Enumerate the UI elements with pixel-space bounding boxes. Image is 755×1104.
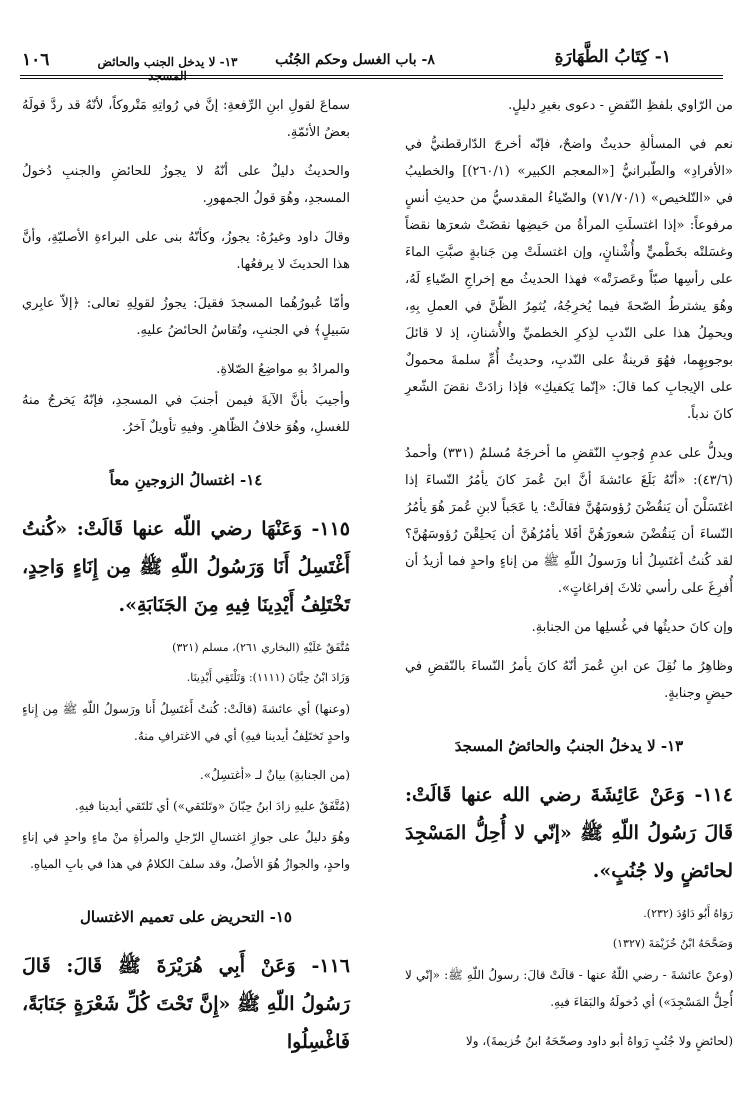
paragraph: وقالَ داود وغيرُهُ: يجوزُ، وكأنّهُ بنى على البراءةِ الأصليّةِ، وأنَّ هذا الحديثَ لا يرفعُها.	[22, 230, 350, 272]
page-header	[0, 0, 755, 85]
paragraph: وأجيبَ بأنَّ الآيةَ فيمن أجنبَ في المسجدِ، فإنّهُ يَخرجُ منهُ للغسلِ، وهُوَ خلافُ الظّاهرِ. وفيهِ تأويلٌ آخرُ.	[22, 393, 350, 435]
commentary: وهُوَ دليلٌ على جوازِ اغتسالِ الرّجلِ والمرأةِ منْ ماءٍ واحدٍ في إناءٍ واحدٍ، والجوازُ هُوَ الأصلُ، وقد سلفَ الكلامُ في هذا في بابِ المياهِ.	[22, 830, 350, 871]
section-heading-13: ١٣- لا يدخلُ الجنبُ والحائضُ المسجدَ	[454, 737, 684, 755]
paragraph: نعم في المسألةِ حديثٌ واضحٌ، فإنّه أخرجَ الدّارقطنيُّ في «الأفرادِ» والطّبرانيُّ [«المعجم الكبير» (٢٦٠/١)] والخطيبُ في «التّلخيص» (٧١/٧٠/١) والضّياءُ المقدسيُّ من حديثِ أنسٍ مرفوعاً: «إذا اغتسلَتِ المرأةُ من حَيضِها نقضَتْ شعرَها نقضاً وغسَلتْه بخَطْميٍّ وأُشْنانٍ، وإن اغتسلَتْ مِن جَنابةٍ صبَّتِ الماءَ على رأسِها صبّاً وعَصرَتْه» فهذا الحديثُ مع إخراجِ الضّياءِ لَهُ، وهُوَ يشترطُ الصّحةَ فيما يُخرِجُهُ، يُثمِرُ الظّنَّ في العملِ بِهِ، ويحمِلُ هذا على النّدبِ لذِكرِ الخطميِّ والأُشنانِ، إذ لا قائلَ بوجوبِهِما، فهُوَ قرينةٌ على النّدبِ، وحديثُ أُمِّ سلمةَ محمولٌ على الإيجابِ كما قالَ: «إنّما يَكفيكِ» فإذا زادَتْ نقضَ الشّعرِ كانَ ندباً.	[405, 137, 733, 422]
commentary: (وعنها) أي عائشةَ (قالَتْ: كُنتُ أَغتَسِلُ أَنا ورَسولُ اللّهِ ﷺ مِن إِناءٍ واحدٍ تَختَلِفُ أيدينا فيهِ) أي في الاغترافِ منهُ.	[22, 702, 351, 743]
hadith-116: ١١٦- وَعَنْ أَبِي هُرَيْرَةَ ﷺ قَالَ: قَالَ رَسُولُ اللّهِ ﷺ «إِنَّ تَحْتَ كُلِّ شَعْرَةٍ جَنَابَةً، فَاغْسِلُوا	[22, 955, 350, 1053]
book-title: ١- كِتَابُ الطَّهَارَةِ	[554, 47, 671, 67]
section-heading-15: ١٥- التحريض على تعميم الاغتسال	[80, 908, 292, 926]
hadith-source: مُتَّفَقٌ عَلَيْهِ (البخاري ٢٦١)، مسلم (٣٢١)	[172, 641, 350, 654]
paragraph: والمرادُ بهِ مواضِعُ الصّلاةِ.	[216, 362, 350, 377]
paragraph: وأمّا عُبورُهُما المسجدَ فقيلَ: يجوزُ لقولِهِ تعالى: ﴿إلاّ عابِري سَبيلٍ﴾ في الجنبِ، وتُقاسُ الحائضُ عليهِ.	[22, 296, 350, 338]
hadith-source: رَوَاهُ أَبُو دَاوُدَ (٢٣٢).	[643, 907, 733, 920]
paragraph: من الرّاوي بلفظِ النّقضِ - دعوى بغيرِ دليلٍ.	[508, 98, 733, 113]
right-column	[405, 92, 733, 1067]
commentary: (وعنْ عائشةَ - رضي اللّهُ عنها - قالَتْ قالَ: رسولُ اللّهِ ﷺ: «إنّي لا أُحِلُّ المَسْجِدَ») أي دُخولَهُ والبَقاءَ فيهِ.	[405, 968, 733, 1009]
chapter-title: ٨- باب الغسل وحكم الجُنُب	[275, 52, 435, 68]
hadith-114: ١١٤- وَعَنْ عَائِشَةَ رضي الله عنها قَالَتْ: قَالَ رَسُولُ اللّهِ ﷺ «إنّي لا أُحِلُّ المَسْجِدَ لحائضٍ ولا جُنُبٍ».	[405, 784, 733, 882]
section-heading-14: ١٤- اغتسالُ الزوجينِ معاً	[109, 471, 263, 489]
paragraph: والحديثُ دليلٌ على أنّهُ لا يجوزُ للحائضِ والجنبِ دُخولُ المسجدِ، وهُوَ قولُ الجمهورِ.	[22, 164, 350, 206]
hadith-115: ١١٥- وَعَنْهَا رضي اللّه عنها قَالَتْ: «كُنتُ أَغْتَسِلُ أَنَا وَرَسُولُ اللّهِ ﷺ مِن إِنَاءٍ وَاحِدٍ، تَخْتَلِفُ أَيْدِينَا فِيهِ مِنَ الجَنَابَةِ».	[22, 518, 350, 616]
paragraph: سماعَ لقولِ ابنِ الرِّفعةِ: إنَّ في رُواتِهِ مَتْروكاً، لأنّهُ قد ردَّ قولَهُ بعضُ الأئمّةِ.	[22, 98, 350, 140]
header-rule	[20, 75, 723, 76]
page-number: ١٠٦	[22, 50, 50, 70]
hadith-source: وَزَادَ ابْنُ حِبَّانَ (١١١١): وَتَلْتَقِي أَيْدِينَا.	[186, 671, 350, 684]
commentary: (مُتَّفَقٌ عليهِ زادَ ابنُ حِبّانَ «وتَلتَقي») أي تَلتَقي أيدينا فيهِ.	[74, 799, 350, 813]
commentary: (لحائضٍ ولا جُنُبٍ رَواهُ أبو داود وصحّحَهُ ابنُ خُزيمةَ)، ولا	[465, 1034, 733, 1048]
section-title: ١٣- لا يدخل الجنب والحائض المسجد	[97, 55, 238, 83]
hadith-source: وَصَحَّحَهُ ابْنُ خُزَيْمَةَ (١٣٢٧)	[612, 937, 733, 950]
left-column	[22, 92, 350, 1073]
paragraph: ويدلُّ على عدمِ وُجوبِ النّقضِ ما أخرجَهُ مُسلمٌ (٣٣١) وأحمدُ (٤٣/٦): «أنّهُ بَلَغَ عائشةَ أنَّ ابنَ عُمرَ كانَ يأمُرُ النّساءَ إذا اغتَسَلْنَ أن يَنقُضْنَ رُؤوسَهُنَّ فقالَتْ: يا عَجَباً لابنِ عُمرَ هُوَ يأمُرُ النّساءَ أن يَنقُضْنَ شعورَهُنَّ أفَلا يأمُرُهُنَّ أن يَحلِقْنَ رُؤوسَهُنَّ؟ لقد كُنتُ أغتَسِلُ أنا ورَسولُ اللّهِ ﷺ من إناءٍ واحدٍ فما أزيدُ أن أُفرِغَ على رأسي ثلاثَ إفراغاتٍ».	[405, 446, 733, 596]
commentary: (من الجنابةِ) بيانٌ لـ «أغتسِلُ».	[199, 768, 350, 782]
header-rule-secondary	[20, 78, 723, 79]
paragraph: وظاهِرُ ما نُقِلَ عن ابنِ عُمرَ أنّهُ كانَ يأمرُ النّساءَ بالنّقضِ في حيضٍ وجنابةٍ.	[405, 659, 733, 701]
paragraph: وإن كانَ حديثُها في غُسلِها من الجنابةِ.	[531, 620, 733, 635]
